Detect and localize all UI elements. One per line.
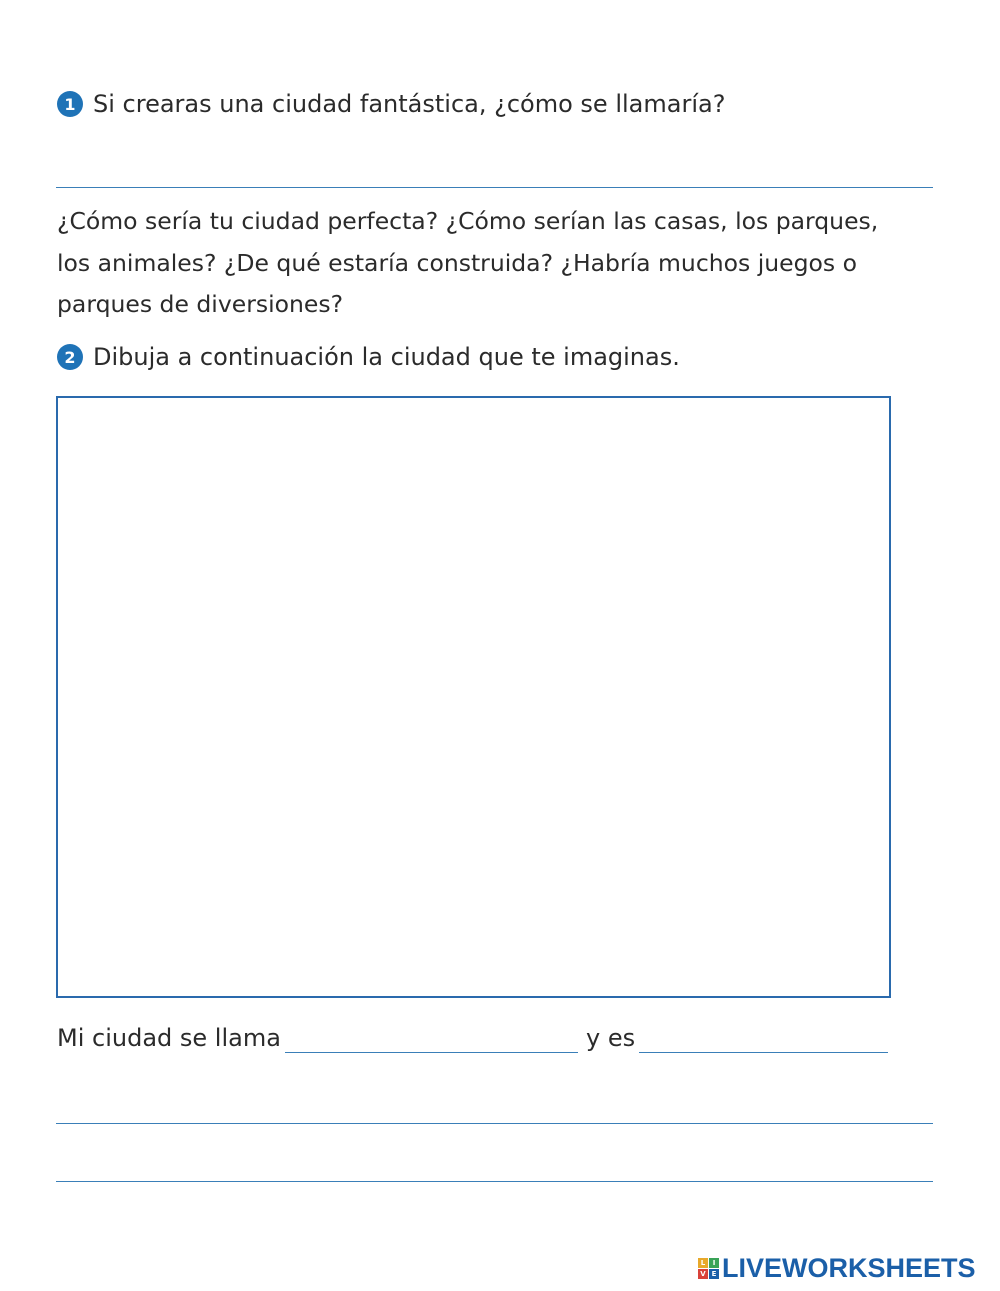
logo-letter: L <box>698 1258 708 1268</box>
fill-label-is: y es <box>586 1024 636 1052</box>
prompt-paragraph: ¿Cómo sería tu ciudad perfecta? ¿Cómo serían las casas, los parques, los animales? ¿De qué estaría construida? ¿Habría muchos juegos o parques de diversiones? <box>57 207 879 318</box>
city-name-blank[interactable] <box>285 1052 578 1053</box>
logo-letter: V <box>698 1269 708 1279</box>
fill-label-name: Mi ciudad se llama <box>57 1024 281 1052</box>
logo-letter: E <box>709 1269 719 1279</box>
number-1-badge: 1 <box>57 91 83 117</box>
number-2-badge: 2 <box>57 344 83 370</box>
liveworksheets-logo-icon <box>698 1258 719 1279</box>
liveworksheets-brand <box>698 1253 976 1284</box>
question-2-text: Dibuja a continuación la ciudad que te imaginas. <box>93 343 680 371</box>
city-description-blank[interactable] <box>639 1052 888 1053</box>
brand-name: LIVEWORKSHEETS <box>722 1253 976 1283</box>
logo-letter: I <box>709 1258 719 1268</box>
question-1-text: Si crearas una ciudad fantástica, ¿cómo se llamaría? <box>93 90 726 118</box>
drawing-area[interactable] <box>56 396 891 998</box>
question-1 <box>57 90 725 118</box>
question-2 <box>57 343 680 371</box>
answer-line-2[interactable] <box>56 1123 933 1124</box>
answer-line-3[interactable] <box>56 1181 933 1182</box>
answer-line-1[interactable] <box>56 187 933 188</box>
